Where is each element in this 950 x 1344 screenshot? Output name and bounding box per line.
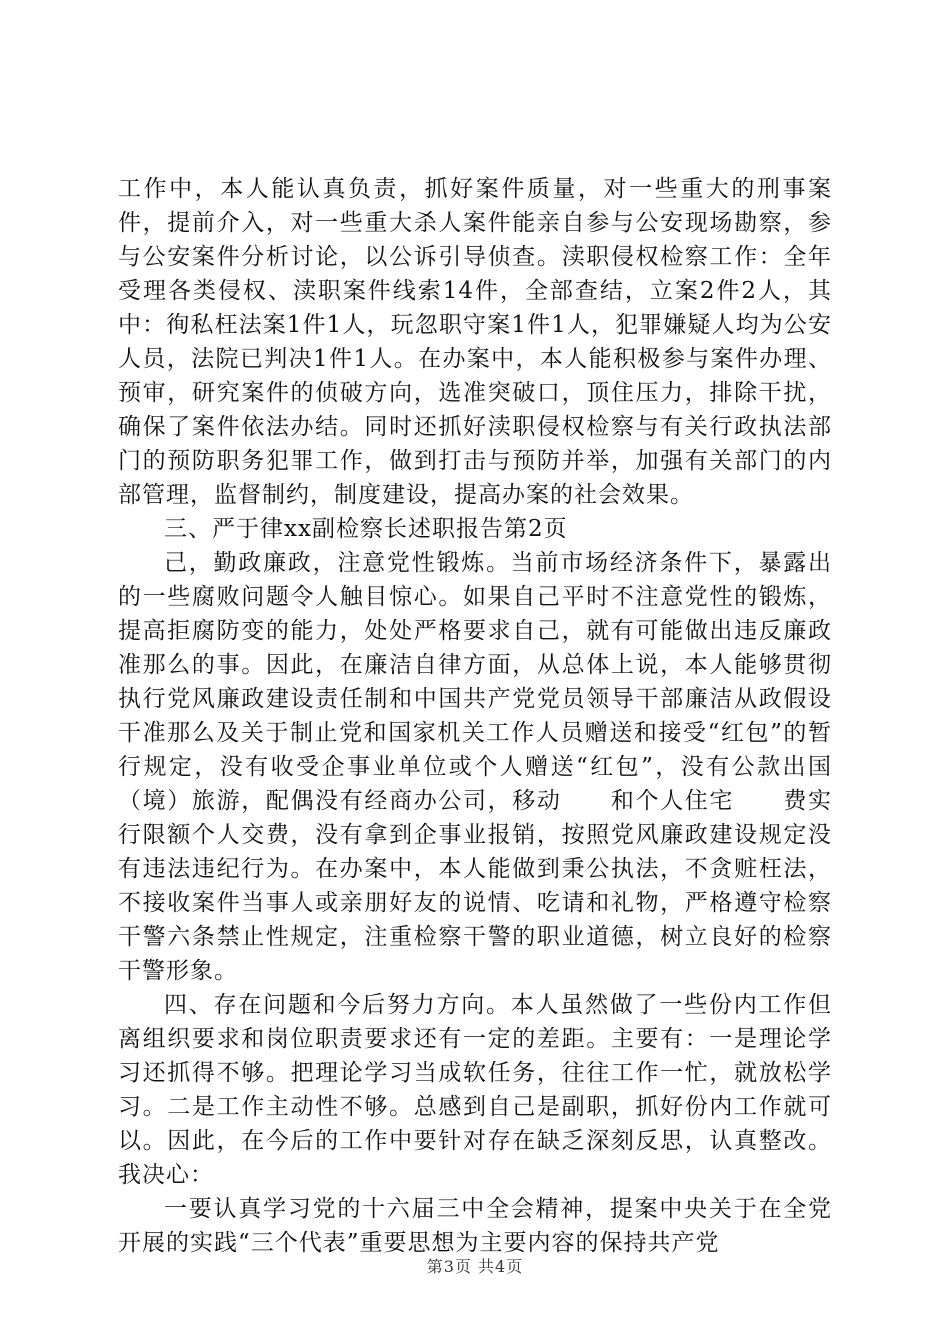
paragraph-section-four: 四、存在问题和今后努力方向。本人虽然做了一些份内工作但离组织要求和岗位职责要求还有一定的差距。主要有：一是理论学习还抓得不够。把理论学习当成软任务，往往工作一忙，就放松学习。二是工作主动性不够。总感到自己是副职，抓好份内工作就可以。因此，在今后的工作中要针对存在缺乏深刻反思，认真整改。我决心： — [118, 992, 832, 1188]
page-footer: 第3页 共4页 — [426, 1257, 524, 1276]
paragraph-integrity: 己，勤政廉政，注意党性锻炼。当前市场经济条件下，暴露出的一些腐败问题令人触目惊心。如果自己平时不注意党性的锻炼，提高拒腐防变的能力，处处严格要求自己，就有可能做出违反廉政准那么的事。因此，在廉洁自律方面，从总体上说，本人能够贯彻执行党风廉政建设责任制和中国共产党党员领导干部廉洁从政假设干准那么及关于制止党和国家机关工作人员赠送和接受“红包”的暂行规定，没有收受企事业单位或个人赠送“红包”，没有公款出国（境）旅游，配偶没有经商办公司，移动 和个人住宅 费实行限额个人交费，没有拿到企事业报销，按照党风廉政建设规定没有违法违纪行为。在办案中，本人能做到秉公执法，不贪赃枉法，不接收案件当事人或亲朋好友的说情、吃请和礼物，严格遵守检察干警六条禁止性规定，注重检察干警的职业道德，树立良好的检察干警形象。 — [118, 550, 832, 984]
paragraph-work-summary: 工作中，本人能认真负责，抓好案件质量，对一些重大的刑事案件，提前介入，对一些重大杀人案件能亲自参与公安现场勘察，参与公安案件分析讨论，以公诉引导侦查。渎职侵权检察工作：全年受理各类侵权、渎职案件线索14件，全部查结，立案2件2人，其中：徇私枉法案1件1人，玩忽职守案1件1人，犯罪嫌疑人均为公安人员，法院已判决1件1人。在办案中，本人能积极参与案件办理、预审，研究案件的侦破方向，选准突破口，顶住压力，排除干扰，确保了案件依法办结。同时还抓好渎职侵权检察与有关行政执法部门的预防职务犯罪工作，做到打击与预防并举，加强有关部门的内部管理，监督制约，制度建设，提高办案的社会效果。 — [118, 176, 832, 508]
paragraph-section-three-heading: 三、严于律xx副检察长述职报告第2页 — [164, 516, 568, 542]
paragraph-resolution-one: 一要认真学习党的十六届三中全会精神，提案中央关于在全党开展的实践“三个代表”重要思想为主要内容的保持共产党 — [118, 1196, 832, 1256]
document-body — [118, 172, 832, 1260]
